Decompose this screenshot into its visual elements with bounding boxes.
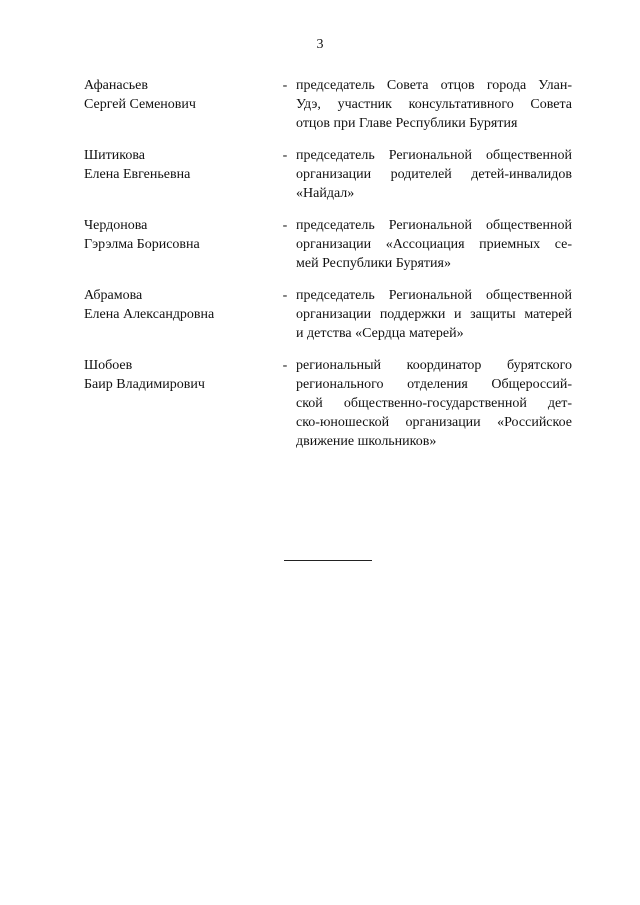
member-surname: Шитикова <box>84 148 145 163</box>
member-surname: Афанасьев <box>84 78 148 93</box>
member-entry-shoboev <box>84 356 572 449</box>
role-line: региональный координатор бурятского <box>296 358 572 373</box>
role-line: организации родителей детей-инвалидов <box>296 167 572 182</box>
member-name <box>84 286 274 324</box>
member-given-name: Баир Владимирович <box>84 377 205 392</box>
member-given-name: Елена Евгеньевна <box>84 167 191 182</box>
role-line: Удэ, участник консультативного Совета <box>296 97 572 112</box>
role-line: председатель Совета отцов города Улан- <box>296 78 572 93</box>
member-role <box>296 356 572 451</box>
role-line: регионального отделения Общероссий- <box>296 377 572 392</box>
member-entry-abramova <box>84 286 572 356</box>
role-line: и детства «Сердца матерей» <box>296 326 464 341</box>
role-line: председатель Региональной общественной <box>296 148 572 163</box>
role-line: организации поддержки и защиты матерей <box>296 307 572 322</box>
member-entry-cherdonova <box>84 216 572 286</box>
dash-separator: - <box>282 358 288 373</box>
member-entry-shitikova <box>84 146 572 216</box>
member-given-name: Елена Александровна <box>84 307 215 322</box>
member-name <box>84 356 274 394</box>
role-line: председатель Региональной общественной <box>296 288 572 303</box>
role-line: отцов при Главе Республики Бурятия <box>296 116 518 131</box>
member-role <box>296 76 572 133</box>
dash-separator: - <box>282 78 288 93</box>
role-line: ско-юношеской организации «Российское <box>296 415 572 430</box>
role-line: ской общественно-государственной дет- <box>296 396 572 411</box>
dash-separator: - <box>282 148 288 163</box>
member-surname: Чердонова <box>84 218 148 233</box>
role-line: движение школьников» <box>296 434 437 449</box>
member-name <box>84 76 274 114</box>
end-of-list-rule <box>284 560 372 561</box>
role-line: председатель Региональной общественной <box>296 218 572 233</box>
role-line: организации «Ассоциация приемных се- <box>296 237 572 252</box>
member-role <box>296 146 572 203</box>
role-line: «Найдал» <box>296 186 355 201</box>
member-entry-afanasyev <box>84 76 572 146</box>
member-list <box>84 76 572 449</box>
member-surname: Шобоев <box>84 358 133 373</box>
member-name <box>84 216 274 254</box>
member-surname: Абрамова <box>84 288 143 303</box>
page-number: 3 <box>316 37 324 52</box>
dash-separator: - <box>282 288 288 303</box>
role-line: мей Республики Бурятия» <box>296 256 451 271</box>
member-given-name: Сергей Семенович <box>84 97 196 112</box>
member-role <box>296 286 572 343</box>
dash-separator: - <box>282 218 288 233</box>
member-role <box>296 216 572 273</box>
member-name <box>84 146 274 184</box>
member-given-name: Гэрэлма Борисовна <box>84 237 200 252</box>
